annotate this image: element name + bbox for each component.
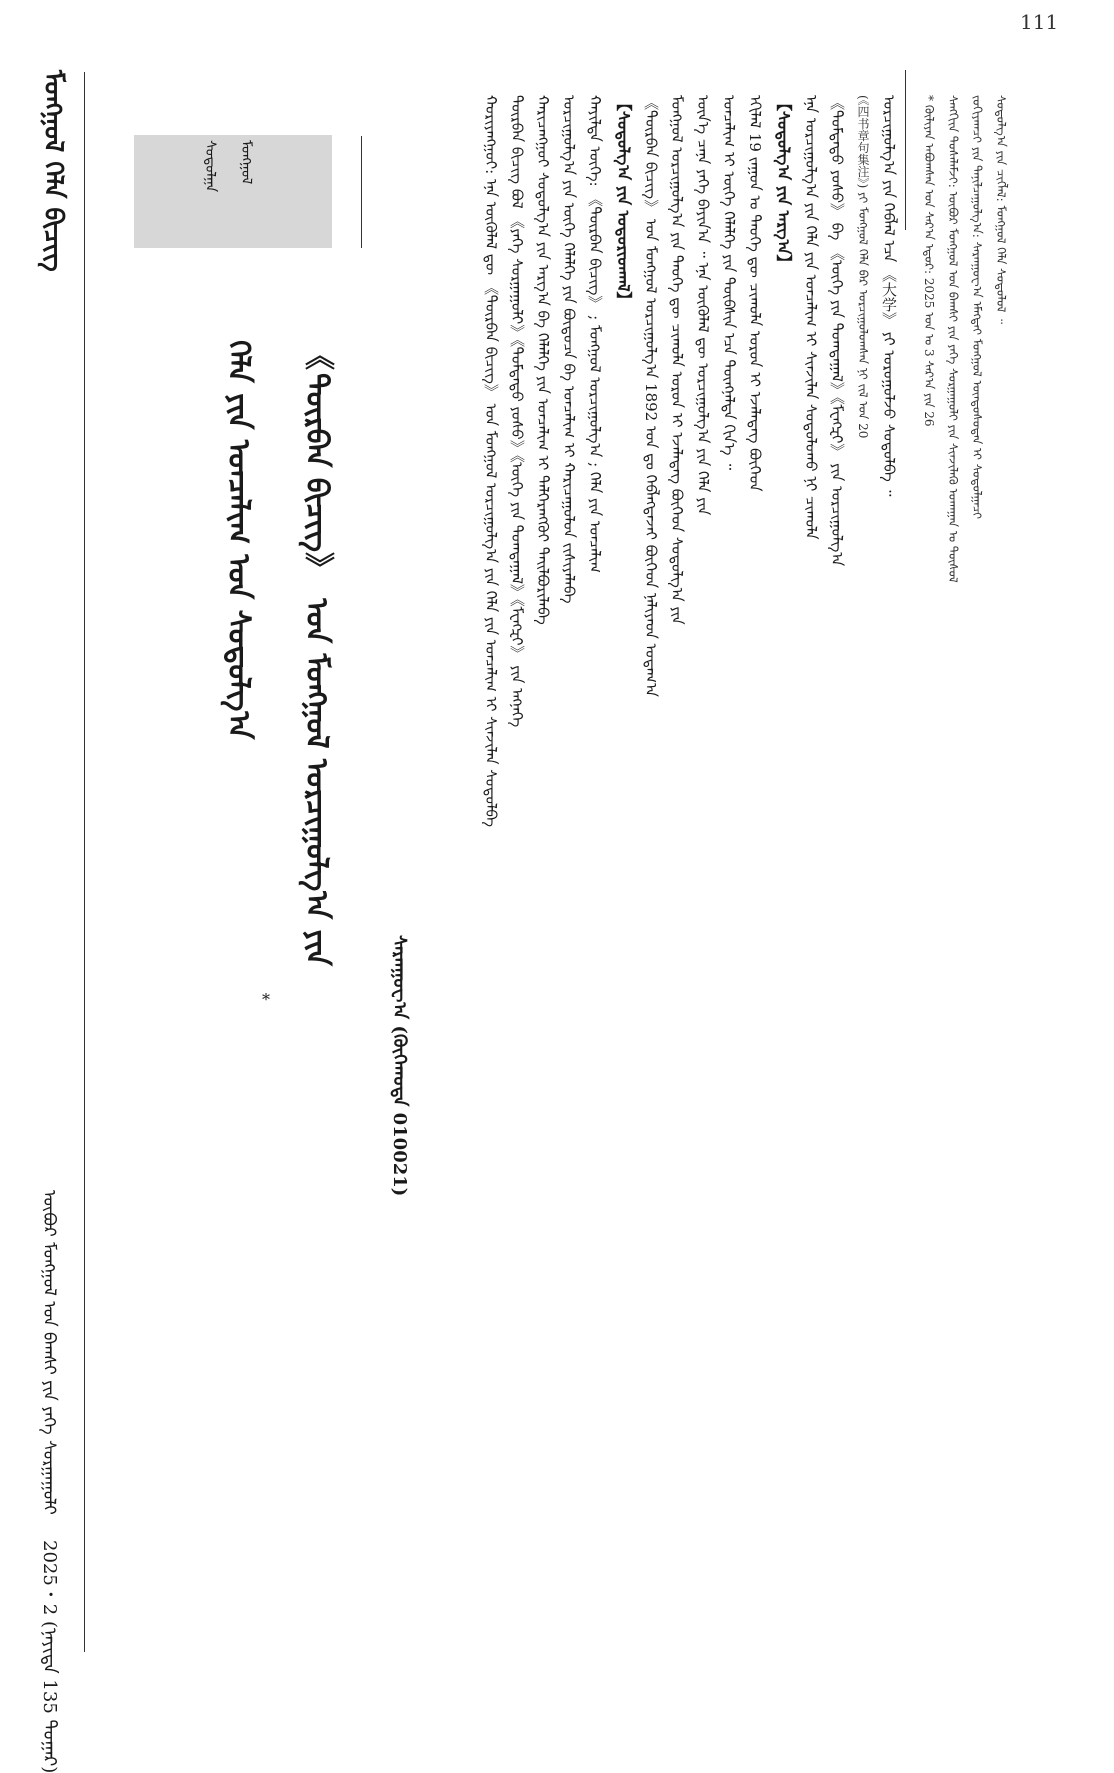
article-title-line-1: 《ᠳᠥᠷᠪᠡᠨ ᠪᠢᠴᠢᠭ》 ᠤᠨ ᠮᠣᠩᠭᠣᠯ ᠣᠷᠴᠢᠭᠤᠯᠭ᠎ᠠ ᠶᠢᠨ (299, 340, 334, 966)
section-divider (361, 136, 362, 248)
section-box (134, 135, 332, 248)
journal-university: ᠥᠪᠦᠷ ᠮᠣᠩᠭᠣᠯ ᠤᠨ ᠪᠠᠭᠰᠢ ᠶᠢᠨ ᠶᠡᠬᠡ ᠰᠤᠷᠭᠠᠭᠤᠯᠢ (39, 1190, 59, 1515)
abstract-col-1: ᠬᠤᠷᠢᠶᠠᠩᠭᠤᠢ: ᠡᠨᠡ ᠥᠭᠦᠯᠡᠯ ᠳᠦ 《ᠳᠥᠷᠪᠡᠨ ᠪᠢᠴᠢᠭ》 ᠤᠨ ᠮᠣᠩᠭᠣᠯ ᠣᠷᠴᠢᠭᠤᠯᠭ᠎ᠠ ᠶᠢᠨ ᠬᠡᠯᠡ ᠶᠢᠨ ᠣᠨᠴᠠᠯᠢᠭ ᠢ ᠰᠢᠨᠵᠢᠯᠡᠨ ᠰᠤᠳᠤᠯᠪᠠ (482, 95, 500, 827)
footnote-date: * ᠬᠦᠯᠢᠶᠡᠨ ᠠᠪᠤᠭᠰᠠᠨ ᠣᠨ ᠰᠠᠷ᠎ᠠ ᠡᠳᠦᠷ: 2025 ᠣᠨ ᠤ 3 ᠰᠠᠷ᠎ᠠ ᠶᠢᠨ 26 (922, 95, 936, 427)
page-number: 111 (1020, 10, 1059, 34)
journal-issue: 2025・2 (ᠨᠡᠶᠢᠲᠡ 135 ᠳᠤᠭᠠᠷ) (39, 1540, 60, 1773)
keywords-col: ᠬᠠᠶᠢᠯᠲᠠ ᠥᠭᠡ: 《ᠳᠥᠷᠪᠡᠨ ᠪᠢᠴᠢᠭ》 ; ᠮᠣᠩᠭᠣᠯ ᠣᠷᠴᠢᠭᠤᠯᠭ᠎ᠠ ; ᠬᠡᠯᠡ ᠶᠢᠨ ᠣᠨᠴᠠᠯᠢᠭ (586, 95, 604, 573)
article-title-line-2: ᠬᠡᠯᠡ ᠶᠢᠨ ᠣᠨᠴᠠᠯᠢᠭ ᠤᠨ ᠰᠤᠳᠤᠯᠭ᠎ᠠ (221, 340, 256, 740)
abstract-col-3: ᠬᠠᠷᠢᠴᠠᠩᠭᠤᠢ ᠰᠤᠳᠤᠯᠭ᠎ᠠ ᠶᠢᠨ ᠠᠷᠭ᠎ᠠ ᠪᠠ ᠬᠡᠯᠡᠯᠭᠡ ᠶᠢᠨ ᠣᠨᠴᠠᠯᠢᠭ ᠢ ᠳᠡᠯᠭᠡᠷᠡᠩᠭᠦᠢ ᠲᠠᠢᠯᠪᠤᠷᠢᠯᠠᠪᠠ (534, 95, 552, 625)
footnote-rule (905, 70, 906, 230)
section-label-1: ᠮᠣᠩᠭᠣᠯ (238, 140, 254, 185)
left-frame-rule (84, 72, 85, 1652)
body-col-1: 《ᠳᠥᠷᠪᠡᠨ ᠪᠢᠴᠢᠭ》 ᠤᠨ ᠮᠣᠩᠭᠣᠯ ᠣᠷᠴᠢᠭᠤᠯᠭ᠎ᠠ 1892 ᠣᠨ ᠳᠤ ᠬᠡᠪᠯᠡᠭᠳᠡᠵᠡᠢ ᠪᠥᠭᠡᠳ ᠨᠡᠯᠢᠶᠡᠳ ᠤᠳᠠᠭ᠎ᠠ (642, 95, 660, 697)
body-col-citation: (《四书章句集注》) ᠶᠢ ᠮᠣᠩᠭᠣᠯ ᠬᠡᠯᠡ ᠪᠡᠷ ᠣᠷᠴᠢᠭᠤᠯᠤᠭᠰᠠᠨ ᠨᠢ ᠵᠢᠯ ᠤᠨ 20 (856, 95, 870, 439)
body-col-8: ᠣᠷᠴᠢᠭᠤᠯᠭ᠎ᠠ ᠶᠢᠨ ᠬᠡᠪᠯᠡᠯ ᠡᠴᠡ 《大学》 ᠶᠢ ᠣᠷᠤᠭᠤᠯᠵᠤ ᠰᠤᠳᠤᠯᠪᠠ ᠃ (880, 95, 898, 497)
footnote-author: ᠵᠣᠬᠢᠶᠠᠭᠴᠢ ᠶᠢᠨ ᠲᠠᠨᠢᠯᠴᠠᠭᠤᠯᠭ᠎ᠠ: ᠰᠠᠷᠠᠨᠭᠣᠸ᠎ᠠ ᠡᠮᠡᠭᠲᠡᠢ ᠮᠣᠩᠭᠣᠯ ᠦᠨᠳᠦᠰᠦᠲᠡᠨ ᠢ ᠰᠤᠳᠤᠯᠭᠠᠴᠢ (970, 95, 984, 520)
body-col-7: 《ᠳᠤᠮᠳᠠᠳᠤ ᠶᠣᠰᠤ》 ᠪᠠ 《ᠦᠭᠡ ᠶᠢᠨ ᠲᠣᠭᠲᠠᠭᠠᠯ》《ᠮᠧᠩᠽᠢ》 ᠶᠢᠨ ᠣᠷᠴᠢᠭᠤᠯᠭ᠎ᠠ (828, 95, 846, 567)
section-heading-2: 【ᠰᠤᠳᠤᠯᠭ᠎ᠠ ᠶᠢᠨ ᠠᠷᠭ᠎ᠠ】 (774, 95, 793, 271)
body-col-2: ᠮᠣᠩᠭᠣᠯ ᠣᠷᠴᠢᠭᠤᠯᠭ᠎ᠠ ᠶᠢᠨ ᠲᠡᠦᠬᠡ ᠳᠦ ᠴᠢᠬᠤᠯᠠ ᠣᠷᠤᠨ ᠢ ᠡᠵᠡᠯᠡᠳᠡᠭ ᠪᠥᠭᠡᠳ ᠰᠤᠳᠤᠯᠭ᠎ᠠ ᠶᠢᠨ (668, 95, 686, 625)
abstract-col-4: ᠣᠷᠴᠢᠭᠤᠯᠭ᠎ᠠ ᠶᠢᠨ ᠦᠭᠡ ᠬᠡᠯᠡᠯᠭᠡ ᠶᠢᠨ ᠪᠦᠲᠦᠴᠡ ᠪᠠ ᠣᠨᠴᠠᠯᠢᠭ ᠢ ᠬᠠᠷᠢᠴᠠᠭᠤᠯᠤᠨ ᠵᠢᠱᠢᠶᠡᠯᠡᠪᠡ (560, 95, 578, 604)
footnote-fund: ᠰᠠᠩᠭᠢᠢᠨ ᠲᠤᠰᠠᠯᠠᠮᠵᠢ: ᠥᠪᠦᠷ ᠮᠣᠩᠭᠣᠯ ᠤᠨ ᠪᠠᠭᠰᠢ ᠶᠢᠨ ᠶᠡᠬᠡ ᠰᠤᠷᠭᠠᠭᠤᠯᠢ ᠶᠢᠨ ᠰᠢᠨᠵᠢᠯᠡᠬᠦ ᠤᠬᠠᠭᠠᠨ ᠤ ᠲᠥᠰᠥᠯ (946, 95, 960, 583)
body-col-5: ᠡᠬᠢᠯᠡᠯ 19 ᠵᠠᠭᠤᠨ ᠤ ᠲᠡᠦᠬᠡ ᠳᠦ ᠴᠢᠬᠤᠯᠠ ᠣᠷᠤᠨ ᠢ ᠡᠵᠡᠯᠡᠳᠡᠭ ᠪᠥᠭᠡᠳ (746, 95, 764, 492)
title-footnote-marker: * (262, 990, 270, 1009)
section-label-2: ᠰᠤᠳᠤᠯᠭᠠ (202, 140, 218, 193)
body-col-4: ᠣᠨᠴᠠᠯᠢᠭ ᠢ ᠦᠭᠡ ᠬᠡᠯᠡᠯᠭᠡ ᠶᠢᠨ ᠲᠦᠪᠰᠢᠨ ᠡᠴᠡ ᠳᠦᠩᠨᠡᠯᠲᠡ ᠬᠢᠨ᠎ᠡ ᠃ (720, 95, 738, 470)
abstract-col-2: ᠳᠥᠷᠪᠡᠨ ᠪᠢᠴᠢᠭ ᠪᠣᠯ 《ᠶᠡᠬᠡ ᠰᠤᠷᠭᠠᠭᠤᠯᠢ》《ᠳᠤᠮᠳᠠᠳᠤ ᠶᠣᠰᠤ》《ᠦᠭᠡ ᠶᠢᠨ ᠲᠣᠭᠲᠠᠭᠠᠯ》《ᠮᠧᠩᠽᠢ》 ᠶᠢᠨ ᠡᠩᠨᠡᠭᠡ (508, 95, 526, 728)
footnote-research: ᠰᠤᠳᠤᠯᠭ᠎ᠠ ᠶᠢᠨ ᠴᠢᠭᠯᠡᠯ: ᠮᠣᠩᠭᠣᠯ ᠬᠡᠯᠡ ᠰᠤᠳᠤᠯᠤᠯ ᠃ (994, 95, 1008, 325)
journal-name: ᠮᠣᠩᠭᠣᠯ ᠬᠡᠯᠡ ᠪᠢᠴᠢᠭ (38, 70, 68, 272)
body-col-3: ᠦᠨ᠎ᠡ ᠴᠡᠨᠡ ᠶᠡᠬᠡ ᠪᠠᠶᠢᠨ᠎ᠠ ᠃ ᠡᠨᠡ ᠥᠭᠦᠯᠡᠯ ᠳᠦ ᠣᠷᠴᠢᠭᠤᠯᠭ᠎ᠠ ᠶᠢᠨ ᠬᠡᠯᠡ ᠶᠢᠨ (694, 95, 712, 516)
section-heading-1: 【ᠰᠤᠳᠤᠯᠭ᠎ᠠ ᠶᠢᠨ ᠤᠳᠤᠷᠢᠳᠬᠠᠯ】 (614, 95, 633, 308)
body-col-6: ᠡᠨᠡ ᠣᠷᠴᠢᠭᠤᠯᠭ᠎ᠠ ᠶᠢᠨ ᠬᠡᠯᠡ ᠶᠢᠨ ᠣᠨᠴᠠᠯᠢᠭ ᠢ ᠰᠢᠨᠵᠢᠯᠡᠨ ᠰᠤᠳᠤᠯᠤᠬᠤ ᠨᠢ ᠴᠢᠬᠤᠯᠠ (802, 95, 820, 540)
author-line: ᠰᠠᠷᠠᠨᠭᠣᠸ᠎ᠠ (ᠬᠥᠬᠡᠬᠣᠲᠠ 010021) (389, 935, 410, 1197)
